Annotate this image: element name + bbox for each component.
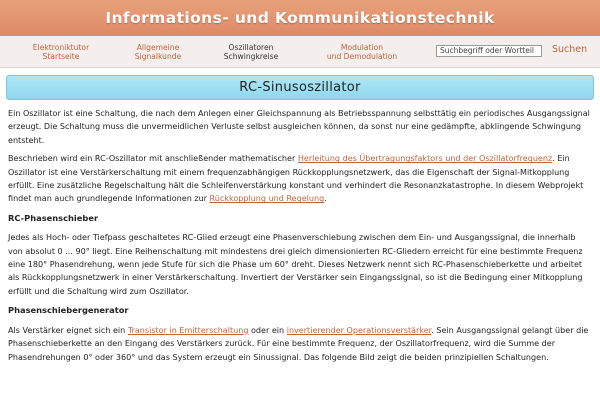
intro-paragraph: Ein Oszillator ist eine Schaltung, die nach dem Anlegen einer Gleichspannung als Betriebsspannung selbsttätig ein periodisches Ausgangssignal erzeugt. Die Schaltung muss die unvermeidlichen Verluste selbst ausgleichen können, da sonst nur eine gedämpfte, abklingende Schwingung entsteht.: [8, 109, 590, 145]
description-paragraph: Beschrieben wird ein RC-Oszillator mit anschließender mathematischer Herleitung des Übertragungsfaktors und der Oszillatorfrequenz. Ein Oszillator ist eine Verstärkerschaltung mit einem frequenzabhängigen Rückkopplungsnetzwerk, das die Eigenschaft der Signal-Mitkopplung erfüllt. Eine zusätzliche Regelschaltung hält die Schleifenverstärkung konstant und verhindert die Resonanzkatastrophe. In diesem Webprojekt findet man auch grundlegende Informationen zur Rückkopplung und Regelung.: [8, 154, 584, 204]
link-operationsverstaerker[interactable]: invertierender Operationsverstärker: [286, 325, 432, 335]
phase-paragraph: Jedes als Hoch- oder Tiefpass geschaltetes RC-Glied erzeugt eine Phasenverschiebung zwischen dem Ein- und Ausgangssignal, die innerhalb von absolut 0 ... 90° liegt. Eine Reihenschaltung mit mindestens drei gleich dimensionierten RC-Gliedern erreicht für eine bestimmte Frequenz eine 180° Phasendrehung, wenn jede Stufe für sich die Phase um 60° dreht. Dieses Netzwerk nennt sich RC-Phasenschieberkette und arbeitet als Rückkopplungsnetzwerk in einer Verstärkerschaltung. Invertiert der Verstärker sein Eingangssignal, so ist die Bedingung einer Mitkopplung erfüllt und die Schaltung wird zum Oszillator.: [8, 233, 583, 296]
search-button[interactable]: Suchen: [552, 44, 588, 55]
link-rueckkopplung[interactable]: Rückkopplung und Regelung: [209, 194, 325, 204]
page-title: RC-Sinusoszillator: [239, 80, 361, 95]
nav-item-modulation[interactable]: Modulation und Demodulation: [326, 43, 398, 61]
site-title: Informations- und Kommunikationstechnik: [105, 9, 495, 27]
generator-paragraph: Als Verstärker eignet sich ein Transistor in Emitterschaltung oder ein invertierender Operationsverstärker. Sein Ausgangssignal gelangt über die Phasenschieberkette an den Eingang des Verstärkers zurück. Für eine bestimmte Frequenz, der Oszillatorfrequenz, wird die Summe der Phasendrehungen 0° oder 360° und das System erzeugt ein Sinussignal. Das folgende Bild zeigt die beiden prinzipiellen Schaltungen.: [8, 325, 589, 362]
page-title-box: [6, 75, 594, 100]
nav-item-oszillatoren[interactable]: Oszillatoren Schwingkreise: [223, 43, 279, 61]
link-herleitung[interactable]: Herleitung des Übertragungsfaktors und der Oszillatorfrequenz: [297, 154, 553, 164]
search-input[interactable]: Suchbegriff oder Wortteil: [436, 45, 542, 57]
heading-generator: Phasenschiebergenerator: [8, 305, 129, 316]
top-nav: [0, 36, 600, 68]
link-emitterschaltung[interactable]: Transistor in Emitterschaltung: [127, 325, 249, 335]
nav-item-startseite[interactable]: Elektroniktutor Startseite: [32, 43, 90, 61]
nav-item-signalkunde[interactable]: Allgemeine Signalkunde: [134, 43, 182, 61]
heading-phasenschieber: RC-Phasenschieber: [8, 212, 99, 223]
article-content: [0, 107, 600, 364]
site-banner: [0, 0, 600, 36]
